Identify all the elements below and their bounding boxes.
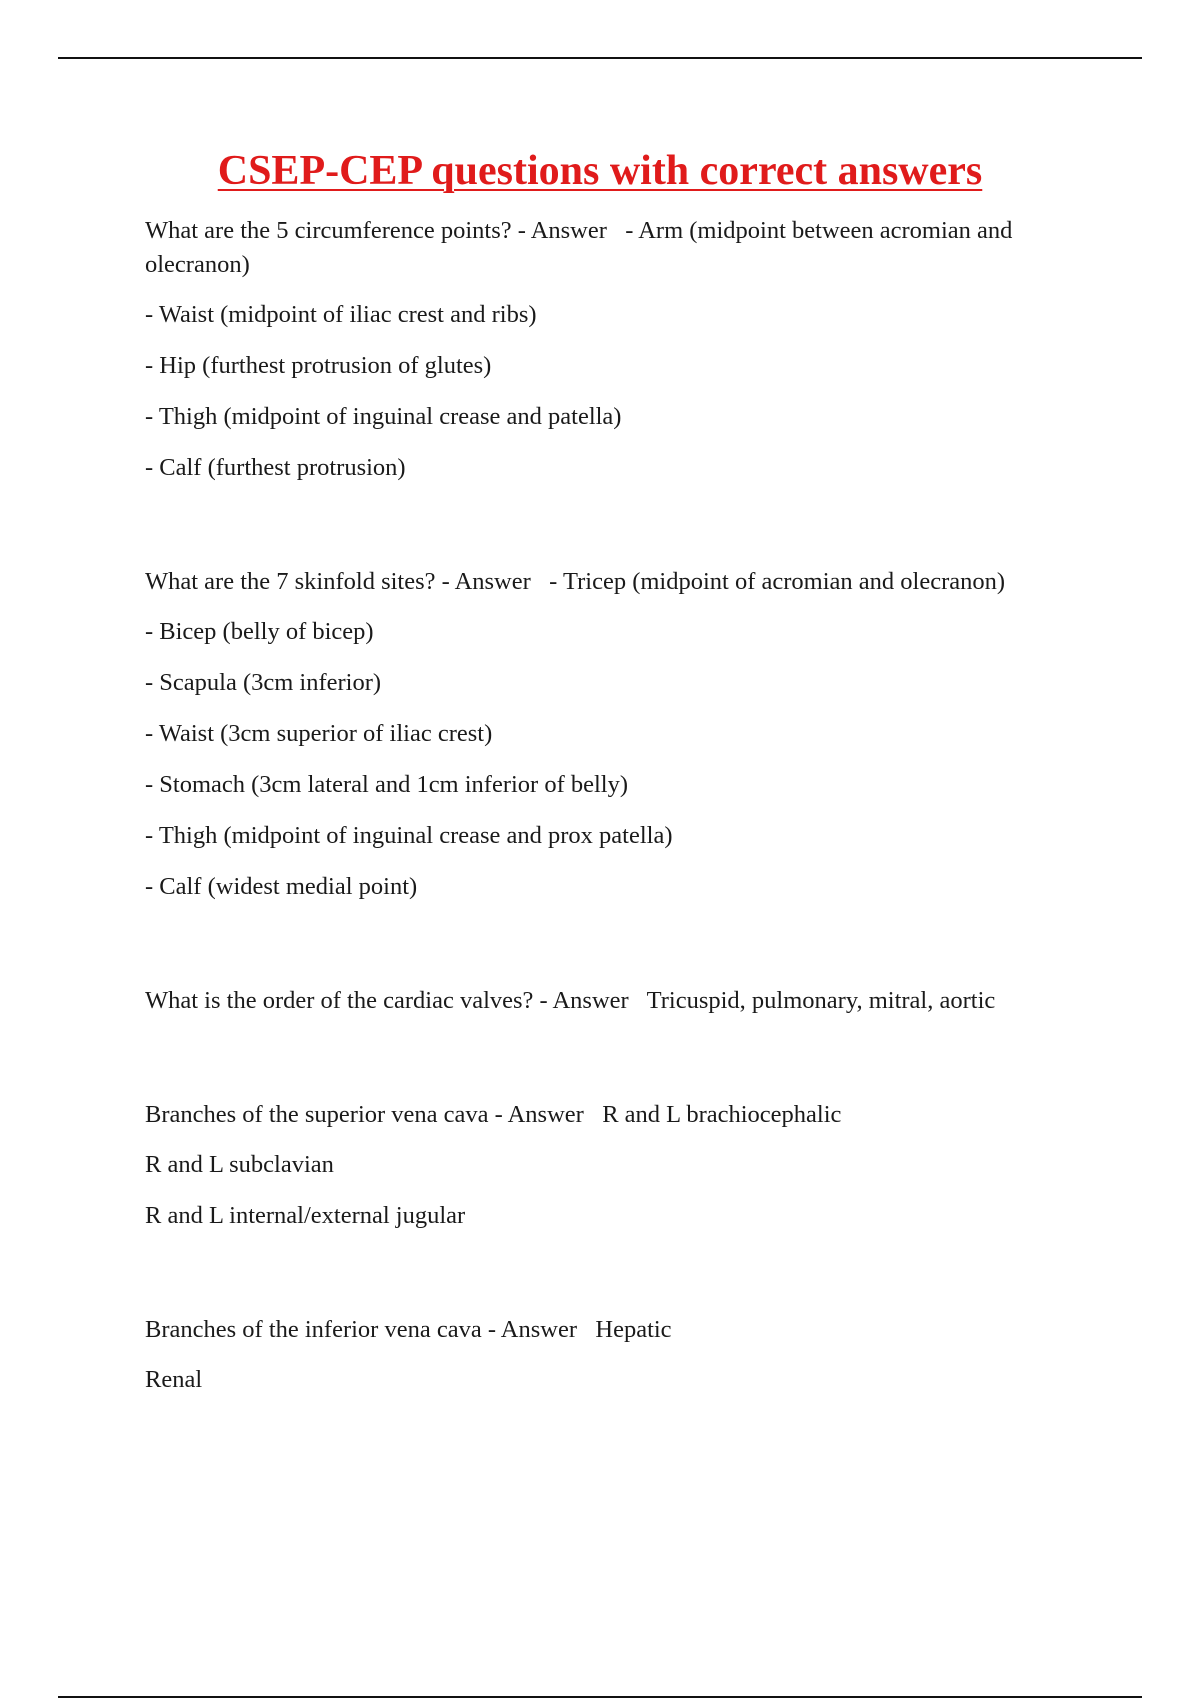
answer-item: - Calf (furthest protrusion) bbox=[145, 454, 406, 481]
qa-block-skinfold bbox=[145, 565, 1065, 904]
answer-item: - Calf (widest medial point) bbox=[145, 873, 418, 900]
question-text: Branches of the inferior vena cava bbox=[145, 1316, 482, 1343]
answer-label: Answer bbox=[500, 1316, 577, 1343]
question-text: What is the order of the cardiac valves? bbox=[145, 987, 534, 1014]
answer-text: Hepatic bbox=[595, 1316, 672, 1343]
qa-block-circumference bbox=[145, 214, 1065, 485]
qa-block-superior-vena-cava bbox=[145, 1098, 1065, 1233]
answer-item: - Waist (midpoint of iliac crest and ribs) bbox=[145, 301, 537, 328]
question-line: What are the 5 circumference points? - Answer - Arm (midpoint between acromian and olecranon) bbox=[145, 217, 1013, 278]
question-line: What are the 7 skinfold sites? - Answer - Tricep (midpoint of acromian and olecranon) bbox=[145, 568, 1006, 595]
answer-item: - Scapula (3cm inferior) bbox=[145, 669, 382, 696]
qa-block-cardiac-valves bbox=[145, 984, 1065, 1018]
answer-item: - Waist (3cm superior of iliac crest) bbox=[145, 720, 493, 747]
document-body bbox=[145, 214, 1065, 1414]
document-title: CSEP-CEP questions with correct answers bbox=[217, 148, 983, 194]
qa-block-inferior-vena-cava bbox=[145, 1313, 1065, 1397]
answer-label: Answer bbox=[454, 568, 531, 595]
answer-label: Answer bbox=[507, 1101, 584, 1128]
answer-item: - Hip (furthest protrusion of glutes) bbox=[145, 352, 492, 379]
footer-rule bbox=[58, 1696, 1142, 1698]
answer-text: - Tricep (midpoint of acromian and olecranon) bbox=[549, 568, 1006, 595]
header-rule bbox=[58, 57, 1142, 59]
question-line: Branches of the superior vena cava - Answer R and L brachiocephalic bbox=[145, 1101, 842, 1128]
answer-item: - Thigh (midpoint of inguinal crease and patella) bbox=[145, 403, 622, 430]
answer-item: - Thigh (midpoint of inguinal crease and prox patella) bbox=[145, 822, 673, 849]
answer-item: Renal bbox=[145, 1366, 203, 1393]
question-text: What are the 7 skinfold sites? bbox=[145, 568, 436, 595]
answer-item: - Stomach (3cm lateral and 1cm inferior of belly) bbox=[145, 771, 629, 798]
answer-text: Tricuspid, pulmonary, mitral, aortic bbox=[646, 987, 996, 1014]
answer-text: R and L brachiocephalic bbox=[602, 1101, 842, 1128]
answer-label: Answer bbox=[530, 217, 607, 244]
answer-item: - Bicep (belly of bicep) bbox=[145, 618, 374, 645]
question-line: What is the order of the cardiac valves? - Answer Tricuspid, pulmonary, mitral, aortic bbox=[145, 987, 996, 1014]
question-text: What are the 5 circumference points? bbox=[145, 217, 512, 244]
answer-label: Answer bbox=[552, 987, 629, 1014]
answer-item: R and L internal/external jugular bbox=[145, 1202, 466, 1229]
answer-text: - Arm (midpoint between acromian and olecranon) bbox=[145, 217, 1013, 278]
question-text: Branches of the superior vena cava bbox=[145, 1101, 489, 1128]
question-line: Branches of the inferior vena cava - Answer Hepatic bbox=[145, 1316, 672, 1343]
answer-item: R and L subclavian bbox=[145, 1151, 334, 1178]
